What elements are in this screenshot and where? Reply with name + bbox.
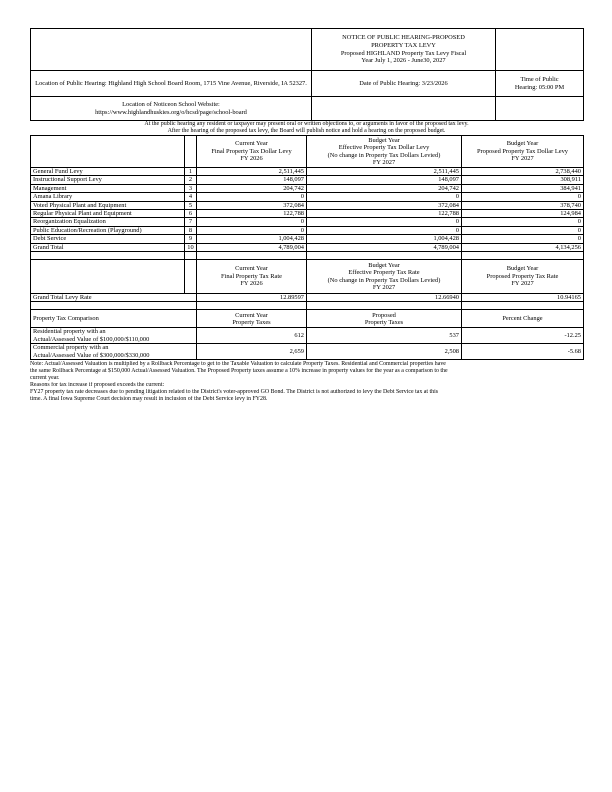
levy-row-proposed: 0 xyxy=(462,235,584,243)
comparison-row-label-2: Actual/Assessed Value of $100,000/$110,000 xyxy=(33,335,150,343)
levy-row-proposed: 0 xyxy=(462,226,584,234)
levy-row-name: Grand Total xyxy=(31,243,185,251)
levy-row-idx: 9 xyxy=(185,235,197,243)
website-label: Location of Noticeon School Website: xyxy=(122,100,220,108)
levy-row-instructional-support xyxy=(31,176,584,184)
levy-row-effective: 0 xyxy=(307,218,462,226)
rate-row-proposed: 10.94165 xyxy=(462,294,584,302)
comparison-col-proposed xyxy=(307,310,462,328)
rate-header-current xyxy=(197,260,307,294)
comparison-col-current-1: Current Year xyxy=(235,311,268,319)
notice-header-table xyxy=(30,28,584,121)
comparison-row-label-2: Actual/Assessed Value of $300,000/$330,000 xyxy=(33,351,150,359)
rate-header-effective-1: Budget Year xyxy=(368,261,400,269)
rate-header-proposed-1: Budget Year xyxy=(506,265,539,273)
footnotes xyxy=(30,361,583,403)
levy-header-blank xyxy=(31,136,185,168)
levy-row-proposed: 378,740 xyxy=(462,201,584,209)
comparison-row-label-1: Commercial property with an xyxy=(33,344,109,352)
notice-page xyxy=(30,28,583,403)
comparison-row-percent: -5.68 xyxy=(462,344,584,360)
rate-header-current-3: FY 2026 xyxy=(240,280,263,288)
levy-header-current-2: Final Property Tax Dollar Levy xyxy=(211,147,292,155)
levy-header-effective-4: FY 2027 xyxy=(372,158,396,166)
levy-row-effective: 204,742 xyxy=(307,184,462,192)
notice-levy: Proposed HIGHLAND Property Tax Levy Fiscal xyxy=(340,49,467,57)
time-hearing-value: Hearing: 05:00 PM xyxy=(514,83,565,91)
time-hearing-label: Time of Public xyxy=(520,75,559,83)
comparison-col-percent: Percent Change xyxy=(462,310,584,328)
comparison-col-proposed-2: Property Taxes xyxy=(364,318,404,326)
levy-header-effective-1: Budget Year xyxy=(368,136,400,144)
levy-row-current: 1,004,428 xyxy=(197,235,307,243)
notice-subtitle: PROPERTY TAX LEVY xyxy=(371,41,436,49)
comparison-row-label xyxy=(31,328,197,344)
levy-row-current: 2,511,445 xyxy=(197,168,307,176)
rate-header-current-2: Final Property Tax Rate xyxy=(220,272,283,280)
footnote-line-1: Note: Actual/Assessed Valuation is multiplied by a Rollback Percentage to get to the Taxable Valuation to calculate Property Taxes. Residential and Commercial properties have xyxy=(30,361,446,368)
intro-line-2: After the hearing of the proposed tax levy, the Board will publish notice and hold a hearing on the proposed budget. xyxy=(167,128,446,134)
levy-row-regular-ppe xyxy=(31,210,584,218)
comparison-col-current xyxy=(197,310,307,328)
website-blank-cell xyxy=(312,97,496,121)
footnote-line-6: time. A final Iowa Supreme Court decision may result in inclusion of the Debt Service levy in FY28. xyxy=(30,396,268,403)
levy-row-proposed: 0 xyxy=(462,193,584,201)
rate-row-current: 12.89597 xyxy=(197,294,307,302)
levy-row-current: 4,789,004 xyxy=(197,243,307,251)
levy-header-idx-blank xyxy=(185,136,197,168)
comparison-row-current: 2,659 xyxy=(197,344,307,360)
rate-header-proposed-3: FY 2027 xyxy=(511,280,534,288)
website-cell xyxy=(31,97,312,121)
rate-header-effective-2: Effective Property Tax Rate xyxy=(348,269,420,277)
levy-row-effective: 4,789,004 xyxy=(307,243,462,251)
levy-row-effective: 0 xyxy=(307,226,462,234)
intro-note xyxy=(30,121,583,135)
levy-row-debt-service xyxy=(31,235,584,243)
levy-row-management xyxy=(31,184,584,192)
levy-row-proposed: 308,911 xyxy=(462,176,584,184)
levy-header-effective xyxy=(307,136,462,168)
comparison-header-row xyxy=(31,310,584,328)
levy-row-name: General Fund Levy xyxy=(31,168,185,176)
levy-row-playground xyxy=(31,226,584,234)
comparison-col-proposed-1: Proposed xyxy=(372,311,396,319)
levy-table xyxy=(30,135,584,360)
rate-row-effective: 12.66940 xyxy=(307,294,462,302)
comparison-row-residential xyxy=(31,328,584,344)
rate-row-grand-total xyxy=(31,294,584,302)
levy-header-current xyxy=(197,136,307,168)
comparison-row-proposed: 537 xyxy=(307,328,462,344)
levy-row-name: Debt Service xyxy=(31,235,185,243)
rate-header-proposed-2: Proposed Property Tax Rate xyxy=(486,272,559,280)
levy-row-current: 0 xyxy=(197,226,307,234)
levy-header-proposed xyxy=(462,136,584,168)
rate-header-blank xyxy=(31,260,185,294)
levy-row-effective: 2,511,445 xyxy=(307,168,462,176)
levy-row-name: Reorganization Equalization xyxy=(31,218,185,226)
levy-row-proposed: 0 xyxy=(462,218,584,226)
levy-row-idx: 8 xyxy=(185,226,197,234)
notice-title-cell xyxy=(312,29,496,71)
header-blank-cell xyxy=(31,29,312,71)
header-blank-cell-right xyxy=(496,29,584,71)
levy-header-effective-3: (No change in Property Tax Dollars Levied) xyxy=(327,151,441,159)
levy-header-current-3: FY 2026 xyxy=(240,155,263,163)
rate-header-effective-4: FY 2027 xyxy=(372,283,396,291)
comparison-row-current: 612 xyxy=(197,328,307,344)
levy-row-name: Voted Physical Plant and Equipment xyxy=(31,201,185,209)
rate-header-row xyxy=(31,260,584,294)
comparison-row-proposed: 2,508 xyxy=(307,344,462,360)
levy-row-effective: 372,084 xyxy=(307,201,462,209)
levy-row-general-fund xyxy=(31,168,584,176)
levy-row-current: 122,788 xyxy=(197,210,307,218)
levy-row-idx: 2 xyxy=(185,176,197,184)
levy-row-voted-ppe xyxy=(31,201,584,209)
time-hearing-cell xyxy=(496,71,584,97)
comparison-row-label-1: Residential property with an xyxy=(33,328,106,336)
levy-row-name: Public Education/Recreation (Playground) xyxy=(31,226,185,234)
levy-row-effective: 0 xyxy=(307,193,462,201)
notice-title: NOTICE OF PUBLIC HEARING-PROPOSED xyxy=(342,34,465,42)
rate-header-effective-3: (No change in Property Tax Dollars Levied) xyxy=(327,276,441,284)
notice-year: Year July 1, 2026 - June30, 2027 xyxy=(361,57,446,65)
rate-row-name: Grand Total Levy Rate xyxy=(31,294,197,302)
comparison-row-commercial xyxy=(31,344,584,360)
levy-row-idx: 5 xyxy=(185,201,197,209)
website-blank-cell-right xyxy=(496,97,584,121)
levy-row-effective: 1,004,428 xyxy=(307,235,462,243)
levy-row-reorganization xyxy=(31,218,584,226)
levy-row-idx: 4 xyxy=(185,193,197,201)
rate-header-proposed xyxy=(462,260,584,294)
levy-row-idx: 3 xyxy=(185,184,197,192)
levy-header-row xyxy=(31,136,584,168)
levy-header-effective-2: Effective Property Tax Dollar Levy xyxy=(338,144,430,152)
levy-row-amana-library xyxy=(31,193,584,201)
location-hearing: Location of Public Hearing: Highland High School Board Room, 1715 Vine Avenue, Riverside, IA 52327. xyxy=(31,71,312,97)
comparison-row-percent: -12.25 xyxy=(462,328,584,344)
levy-row-current: 0 xyxy=(197,218,307,226)
levy-row-idx: 7 xyxy=(185,218,197,226)
levy-row-idx: 1 xyxy=(185,168,197,176)
rate-header-idx-blank xyxy=(185,260,197,294)
levy-row-effective: 148,097 xyxy=(307,176,462,184)
levy-row-name: Regular Physical Plant and Equipment xyxy=(31,210,185,218)
levy-row-effective: 122,788 xyxy=(307,210,462,218)
levy-row-grand-total xyxy=(31,243,584,251)
levy-header-current-1: Current Year xyxy=(235,140,268,148)
footnote-line-2: the same Rollback Percentage at $150,000 Actual/Assessed Valuation. The Proposed Property taxes assume a 10% increase in property values for the year as a comparison to the xyxy=(30,368,448,375)
levy-header-proposed-1: Budget Year xyxy=(506,140,539,148)
levy-row-current: 148,097 xyxy=(197,176,307,184)
levy-row-idx: 10 xyxy=(185,243,197,251)
levy-row-proposed: 4,134,256 xyxy=(462,243,584,251)
footnote-line-3: current year. xyxy=(30,375,60,382)
levy-row-name: Amana Library xyxy=(31,193,185,201)
levy-row-name: Management xyxy=(31,184,185,192)
date-hearing: Date of Public Hearing: 3/23/2026 xyxy=(312,71,496,97)
levy-row-proposed: 124,984 xyxy=(462,210,584,218)
levy-row-name: Instructional Support Levy xyxy=(31,176,185,184)
comparison-row-label xyxy=(31,344,197,360)
levy-row-proposed: 384,941 xyxy=(462,184,584,192)
levy-row-current: 0 xyxy=(197,193,307,201)
website-url[interactable]: https://www.highlandhuskies.org/o/hcsd/page/school-board xyxy=(95,108,247,116)
levy-row-proposed: 2,738,440 xyxy=(462,168,584,176)
levy-header-proposed-3: FY 2027 xyxy=(511,155,534,163)
rate-header-current-1: Current Year xyxy=(235,265,268,273)
levy-spacer-row xyxy=(31,252,584,260)
rate-spacer-row xyxy=(31,302,584,310)
levy-row-current: 372,084 xyxy=(197,201,307,209)
footnote-line-5: FY27 property tax rate decreases due to pending litigation related to the District's voter-approved GO Bond. The District is not authorized to levy the Debt Service tax at this xyxy=(30,389,438,396)
levy-row-idx: 6 xyxy=(185,210,197,218)
comparison-col-current-2: Property Taxes xyxy=(232,318,271,326)
levy-row-current: 204,742 xyxy=(197,184,307,192)
intro-line-1: At the public hearing any resident or taxpayer may present oral or written objections to, or arguments in favor of the proposed tax levy. xyxy=(144,121,469,127)
footnote-line-4: Reasons for tax increase if proposed exceeds the current: xyxy=(30,382,165,389)
rate-header-effective xyxy=(307,260,462,294)
levy-header-proposed-2: Proposed Property Tax Dollar Levy xyxy=(476,147,569,155)
comparison-title: Property Tax Comparison xyxy=(31,310,197,328)
